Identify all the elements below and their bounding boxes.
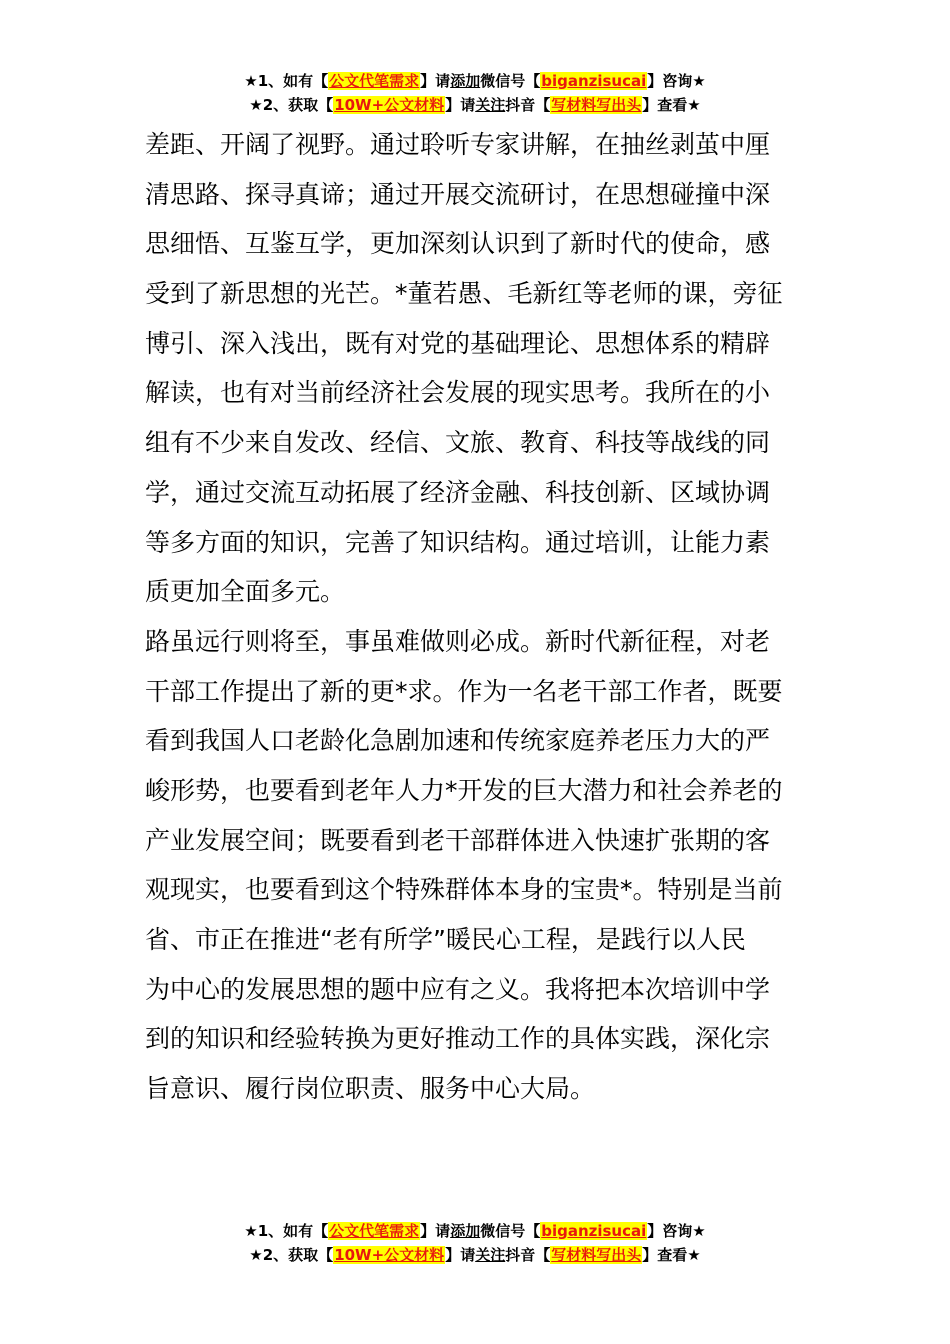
banner-line-2-mid2: 抖音【 (505, 96, 551, 114)
document-body (145, 120, 813, 1114)
body-line: 博引、深入浅出，既有对党的基础理论、思想体系的精辟 (145, 328, 771, 358)
body-line: 产业发展空间；既要看到老干部群体进入快速扩张期的客 (145, 825, 771, 855)
footer-banner (0, 1219, 950, 1267)
banner-line-1 (0, 69, 950, 93)
footer-underlined-add: 添加 (450, 1222, 481, 1240)
footer-line-1-mid1: 】请 (420, 1222, 451, 1240)
body-line: 路虽远行则将至，事虽难做则必成。新时代新征程，对老 (145, 626, 771, 656)
banner-underlined-follow: 关注 (475, 96, 506, 114)
banner-line-1-prefix: ★1、如有【 (244, 72, 329, 90)
banner-highlight-douyin: 写材料写出头 (551, 96, 642, 114)
footer-line-1-suffix: 】咨询★ (647, 1222, 706, 1240)
body-line: 看到我国人口老龄化急剧加速和传统家庭养老压力大的严 (145, 726, 771, 756)
body-line: 旨意识、履行岗位职责、服务中心大局。 (145, 1074, 596, 1104)
banner-line-1-mid2: 微信号【 (480, 72, 541, 90)
footer-highlight-materials: 10W+公文材料 (334, 1246, 445, 1264)
footer-line-2-suffix: 】查看★ (642, 1246, 701, 1264)
banner-line-2 (0, 93, 950, 117)
body-line: 组有不少来自发改、经信、文旅、教育、科技等战线的同 (145, 428, 771, 458)
body-line: 清思路、探寻真谛；通过开展交流研讨，在思想碰撞中深 (145, 179, 771, 209)
body-line: 质更加全面多元。 (145, 577, 346, 607)
body-line: 到的知识和经验转换为更好推动工作的具体实践，深化宗 (145, 1024, 771, 1054)
footer-banner-line-2 (0, 1243, 950, 1267)
footer-highlight-wechat-id: biganzisucai (541, 1222, 647, 1240)
banner-highlight-service: 公文代笔需求 (329, 72, 420, 90)
body-line: 差距、开阔了视野。通过聆听专家讲解，在抽丝剥茧中厘 (145, 130, 771, 159)
body-line: 省、市正在推进“老有所学”暖民心工程，是践行以人民 (145, 925, 746, 954)
footer-line-2-mid1: 】请 (445, 1246, 476, 1264)
banner-line-1-suffix: 】咨询★ (647, 72, 706, 90)
banner-underlined-add: 添加 (450, 72, 481, 90)
body-line: 为中心的发展思想的题中应有之义。我将把本次培训中学 (145, 974, 771, 1004)
footer-line-1-mid2: 微信号【 (480, 1222, 541, 1240)
footer-line-2-prefix: ★2、获取【 (249, 1246, 334, 1264)
body-line: 干部工作提出了新的更*求。作为一名老干部工作者，既要 (145, 676, 783, 706)
banner-line-2-prefix: ★2、获取【 (249, 96, 334, 114)
footer-underlined-follow: 关注 (475, 1246, 506, 1264)
header-banner (0, 69, 950, 117)
footer-line-2-mid2: 抖音【 (505, 1246, 551, 1264)
banner-highlight-materials: 10W+公文材料 (334, 96, 445, 114)
footer-highlight-douyin: 写材料写出头 (551, 1246, 642, 1264)
body-line: 峻形势，也要看到老年人力*开发的巨大潜力和社会养老的 (145, 775, 783, 805)
footer-highlight-service: 公文代笔需求 (329, 1222, 420, 1240)
banner-highlight-wechat-id: biganzisucai (541, 72, 647, 90)
body-line: 学，通过交流互动拓展了经济金融、科技创新、区域协调 (145, 477, 771, 507)
body-line: 思细悟、互鉴互学，更加深刻认识到了新时代的使命，感 (145, 229, 771, 259)
banner-line-1-mid1: 】请 (420, 72, 451, 90)
body-line: 等多方面的知识，完善了知识结构。通过培训，让能力素 (145, 527, 771, 557)
body-line: 解读，也有对当前经济社会发展的现实思考。我所在的小 (145, 378, 771, 408)
banner-line-2-suffix: 】查看★ (642, 96, 701, 114)
body-line: 观现实，也要看到这个特殊群体本身的宝贵*。特别是当前 (145, 875, 783, 905)
body-line: 受到了新思想的光芒。*董若愚、毛新红等老师的课，旁征 (145, 279, 783, 309)
banner-line-2-mid1: 】请 (445, 96, 476, 114)
footer-line-1-prefix: ★1、如有【 (244, 1222, 329, 1240)
footer-banner-line-1 (0, 1219, 950, 1243)
